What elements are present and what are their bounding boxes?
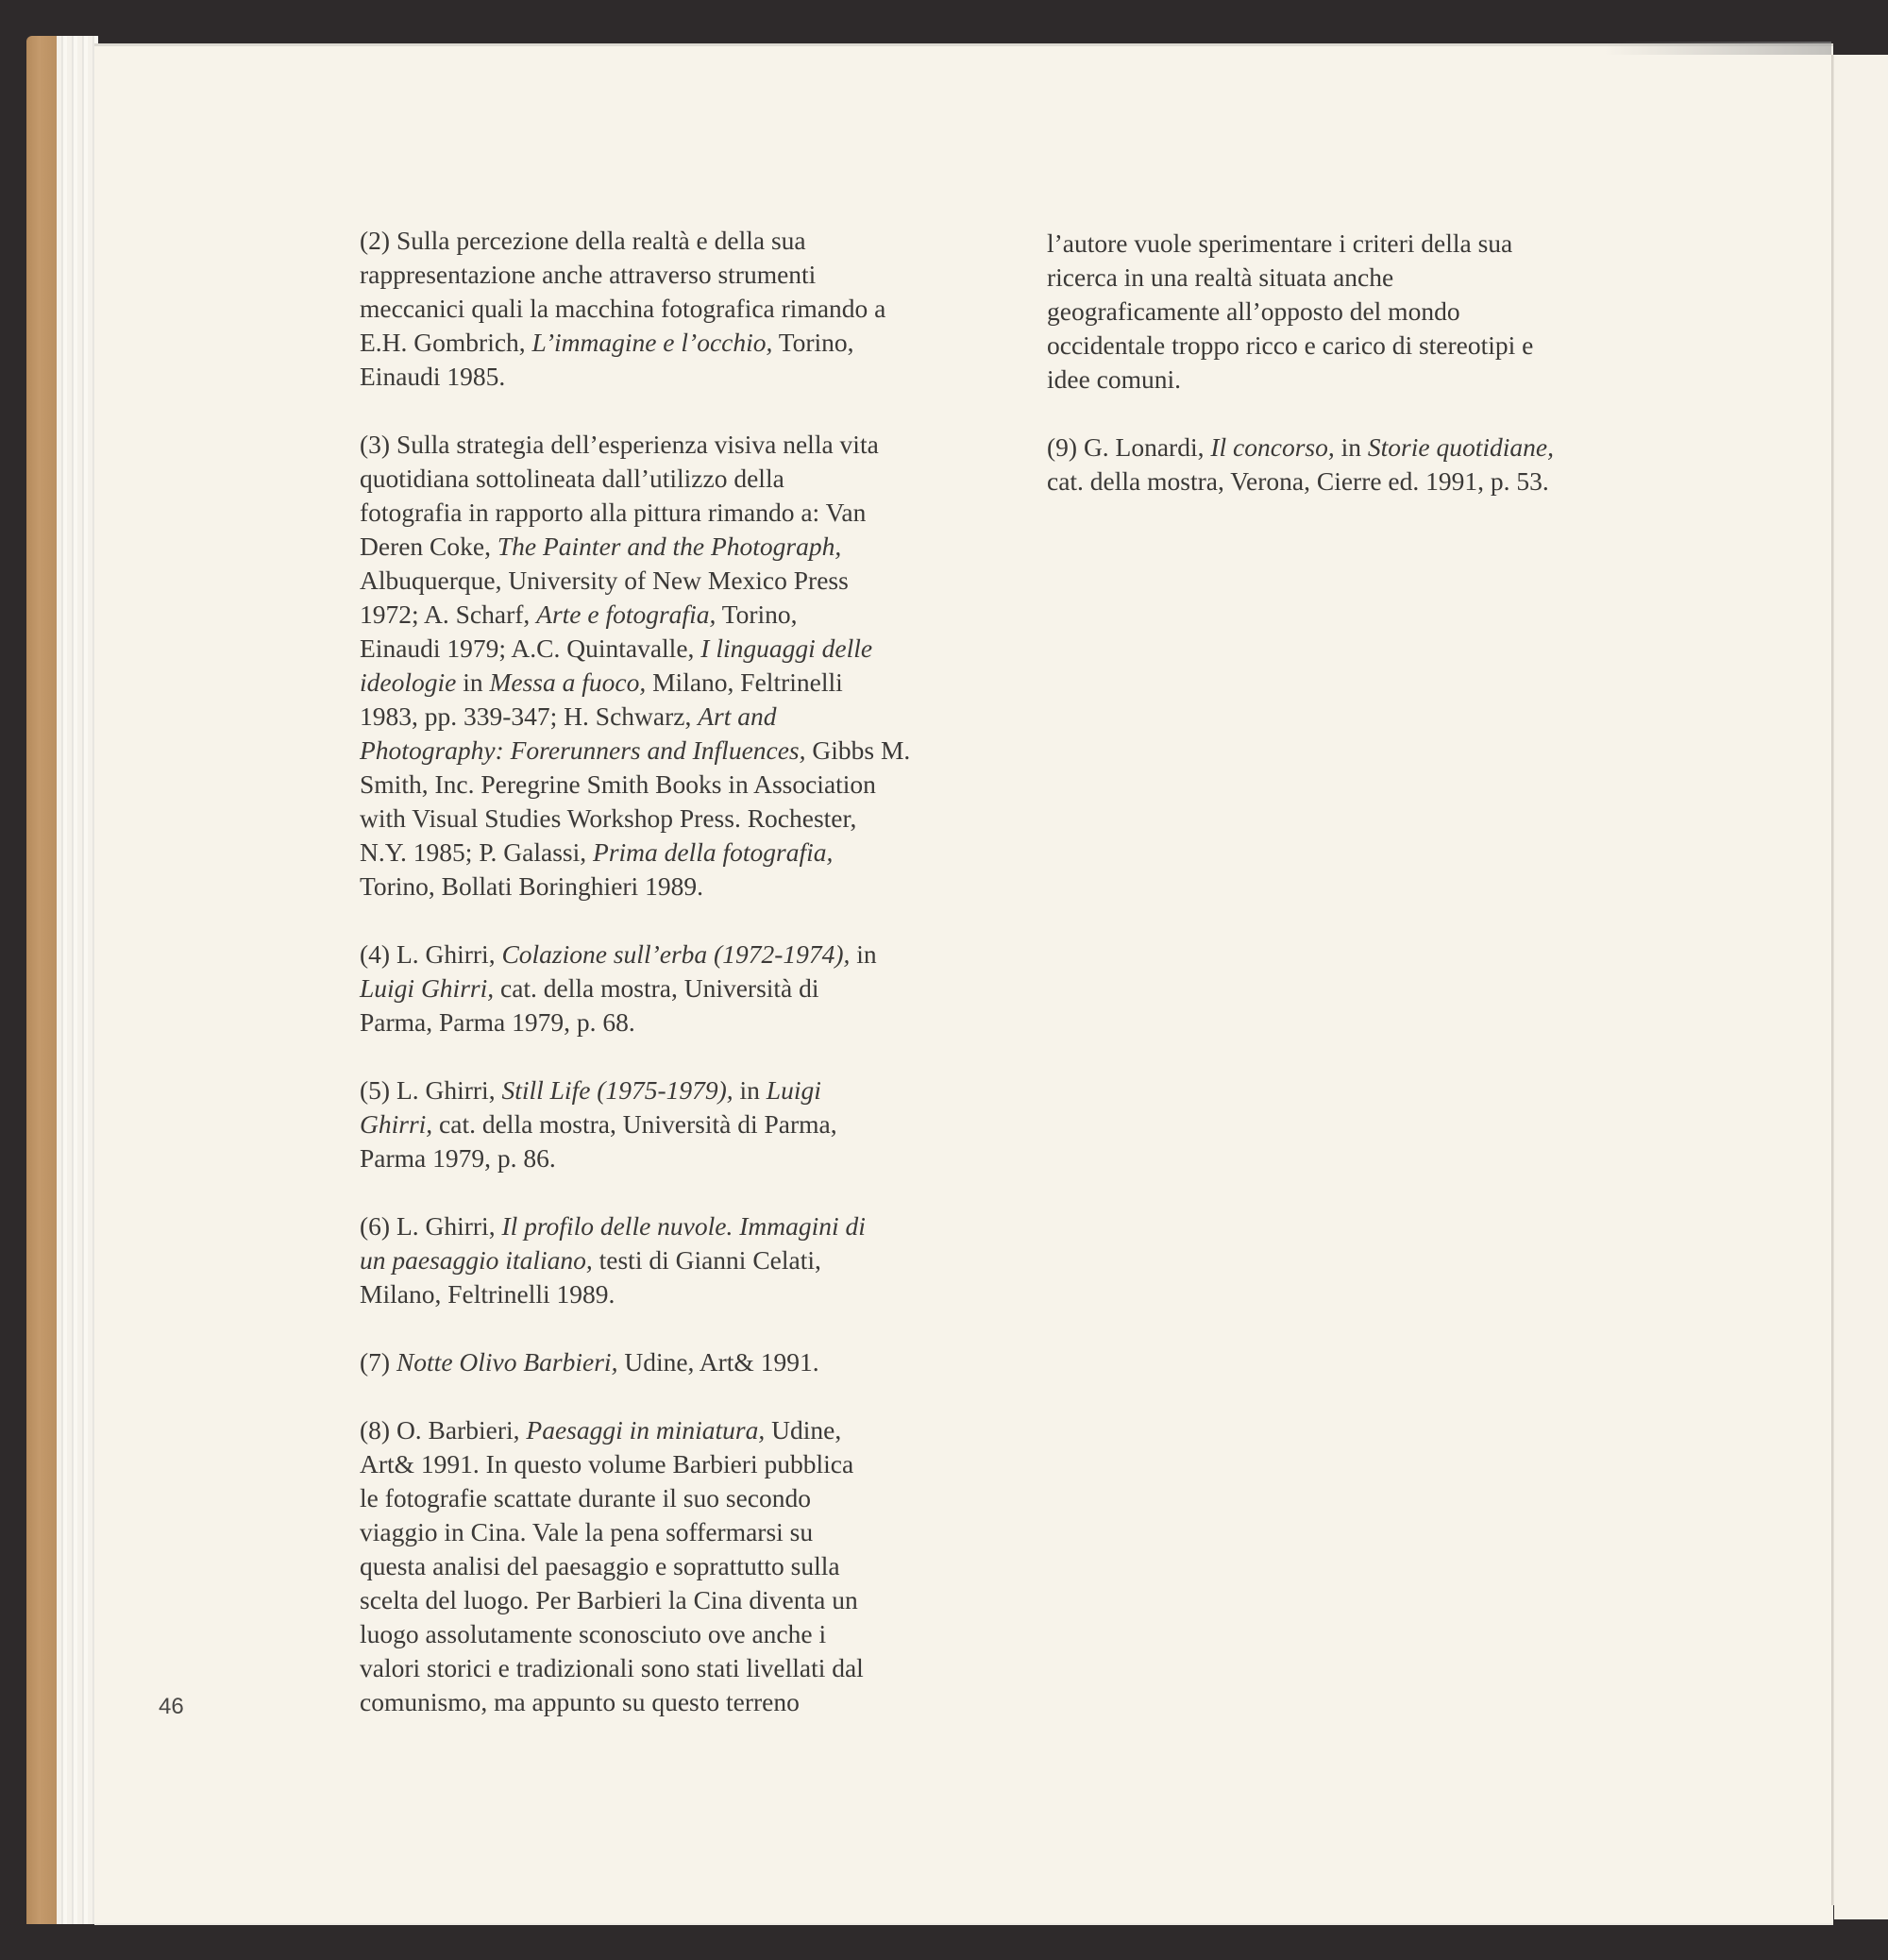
footnote-text: occidentale troppo ricco e carico di stereotipi e [1047, 330, 1534, 360]
footnote-text: Art& 1991. In questo volume Barbieri pubblica [360, 1449, 854, 1478]
footnote-text: 1983, pp. 339-347; H. Schwarz, [360, 701, 699, 731]
italic-title-text: Arte e fotografia, [536, 600, 716, 629]
facing-page-edge [1834, 55, 1888, 1919]
footnote-line [1047, 261, 1670, 295]
footnote-text: (2) Sulla percezione della realtà e della sua [360, 226, 806, 255]
footnote-text: E.H. Gombrich, [360, 328, 532, 357]
footnote-text: rappresentazione anche attraverso strumenti [360, 260, 817, 289]
footnote-text: l’autore vuole sperimentare i criteri della sua [1047, 228, 1513, 258]
footnote-text: Udine, [765, 1415, 842, 1445]
footnote-line [360, 1549, 983, 1583]
footnote-text: Torino, [772, 328, 854, 357]
footnote-line [360, 496, 983, 530]
footnote-text: Udine, Art& 1991. [617, 1347, 819, 1377]
footnote-text: geograficamente all’opposto del mondo [1047, 296, 1460, 326]
italic-title-text: The Painter and the Photograph, [497, 532, 842, 561]
footnote-line [360, 1413, 983, 1447]
footnote-text: cat. della mostra, Università di [494, 973, 819, 1003]
footnote-text: (7) [360, 1347, 396, 1377]
italic-title-text: Ghirri, [360, 1109, 433, 1139]
italic-title-text: Il concorso, [1210, 432, 1335, 462]
footnote-line [360, 1209, 983, 1243]
italic-title-text: Photography: Forerunners and Influences, [360, 735, 806, 765]
footnote-line [1047, 363, 1670, 397]
notes-column-right [1047, 227, 1670, 532]
italic-title-text: un paesaggio italiano, [360, 1245, 593, 1275]
footnote-line [360, 938, 983, 972]
footnote-line [360, 836, 983, 870]
footnote-line [360, 1685, 983, 1719]
footnote-text: 1972; A. Scharf, [360, 600, 537, 629]
footnote-text: Albuquerque, University of New Mexico Press [360, 566, 849, 595]
footnote-text: (8) O. Barbieri, [360, 1415, 527, 1445]
footnote-text: Gibbs M. [805, 735, 911, 765]
footnote-text: cat. della mostra, Verona, Cierre ed. 1991, p. 53. [1047, 466, 1549, 496]
footnote-line [360, 1345, 983, 1379]
footnote-line [360, 632, 983, 666]
footnote-text: meccanici quali la macchina fotografica rimando a [360, 294, 886, 323]
footnote-line [360, 972, 983, 1005]
footnote-text: ricerca in una realtà situata anche [1047, 262, 1394, 292]
footnote-text: fotografia in rapporto alla pittura rimando a: Van [360, 498, 867, 527]
footnote-line [1047, 465, 1670, 498]
footnote-line [360, 1583, 983, 1617]
footnote-line [360, 734, 983, 768]
footnote-text: Torino, [716, 600, 798, 629]
italic-title-text: L’immagine e l’occhio, [531, 328, 773, 357]
footnote-text: valori storici e tradizionali sono stati livellati dal [360, 1653, 864, 1682]
footnote-text: Parma, Parma 1979, p. 68. [360, 1007, 635, 1037]
italic-title-text: Luigi Ghirri, [360, 973, 495, 1003]
footnote-text: Parma 1979, p. 86. [360, 1143, 556, 1173]
footnote-text: (5) L. Ghirri, [360, 1075, 502, 1105]
footnote-6 [360, 1209, 983, 1311]
page-top-shadow [1605, 42, 1831, 55]
footnote-text: in [456, 667, 490, 697]
footnote-text: questa analisi del paesaggio e soprattutto sulla [360, 1551, 840, 1580]
footnote-8 [360, 1413, 983, 1719]
page-number: 46 [159, 1694, 184, 1719]
page-stack-edge [57, 36, 98, 1924]
italic-title-text: Il profilo delle nuvole. Immagini di [501, 1211, 866, 1241]
footnote-text: Smith, Inc. Peregrine Smith Books in Association [360, 769, 876, 799]
footnote-line [360, 1651, 983, 1685]
footnote-text: scelta del luogo. Per Barbieri la Cina diventa un [360, 1585, 858, 1614]
footnote-text: viaggio in Cina. Vale la pena soffermarsi su [360, 1517, 814, 1546]
footnote-text: (9) G. Lonardi, [1047, 432, 1211, 462]
footnote-line [360, 1617, 983, 1651]
footnote-text: testi di Gianni Celati, [592, 1245, 821, 1275]
italic-title-text: Prima della fotografia, [593, 837, 834, 867]
footnote-line [360, 598, 983, 632]
footnote-line [360, 802, 983, 836]
footnote-line [360, 292, 983, 326]
footnote-line [360, 1073, 983, 1107]
footnote-line [360, 1277, 983, 1311]
italic-title-text: Luigi [766, 1075, 821, 1105]
footnote-line [360, 530, 983, 564]
footnote-text: Milano, Feltrinelli [646, 667, 843, 697]
footnote-text: le fotografie scattate durante il suo secondo [360, 1483, 812, 1512]
italic-title-text: I linguaggi delle [700, 634, 873, 663]
italic-title-text: ideologie [360, 667, 457, 697]
footnote-text: in [733, 1075, 767, 1105]
footnote-line [360, 326, 983, 360]
footnote-line [360, 1515, 983, 1549]
book-cover-edge [26, 36, 59, 1924]
footnote-text: luogo assolutamente sconosciuto ove anche i [360, 1619, 827, 1648]
footnote-line [360, 1481, 983, 1515]
footnote-text: cat. della mostra, Università di Parma, [432, 1109, 837, 1139]
footnote-line [360, 1141, 983, 1175]
footnote-4 [360, 938, 983, 1039]
footnote-line [360, 768, 983, 802]
footnote-text: comunismo, ma appunto su questo terreno [360, 1687, 800, 1716]
footnote-text: Torino, Bollati Boringhieri 1989. [360, 871, 703, 901]
footnote-line [1047, 227, 1670, 261]
italic-title-text: Paesaggi in miniatura, [526, 1415, 766, 1445]
italic-title-text: Messa a fuoco, [489, 667, 647, 697]
footnote-7 [360, 1345, 983, 1379]
footnote-text: Deren Coke, [360, 532, 497, 561]
footnote-text: in [1334, 432, 1368, 462]
footnote-line [360, 360, 983, 394]
footnote-text: with Visual Studies Workshop Press. Rochester, [360, 803, 857, 833]
footnote-text: in [850, 939, 877, 969]
footnote-line [360, 462, 983, 496]
footnote-text: Einaudi 1985. [360, 362, 506, 391]
footnote-3 [360, 428, 983, 904]
italic-title-text: Art and [698, 701, 777, 731]
footnote-text: idee comuni. [1047, 364, 1182, 394]
footnote-5 [360, 1073, 983, 1175]
footnote-8-cont [1047, 227, 1670, 397]
footnote-line [360, 700, 983, 734]
notes-column-left [360, 224, 983, 1753]
italic-title-text: Still Life (1975-1979), [501, 1075, 733, 1105]
footnote-text: Einaudi 1979; A.C. Quintavalle, [360, 634, 701, 663]
footnote-line [360, 1107, 983, 1141]
footnote-line [360, 870, 983, 904]
italic-title-text: Storie quotidiane, [1367, 432, 1554, 462]
footnote-text: (3) Sulla strategia dell’esperienza visiva nella vita [360, 430, 879, 459]
footnote-text: N.Y. 1985; P. Galassi, [360, 837, 594, 867]
footnote-line [1047, 431, 1670, 465]
footnote-line [360, 428, 983, 462]
footnote-line [1047, 329, 1670, 363]
footnote-2 [360, 224, 983, 394]
footnote-9 [1047, 431, 1670, 498]
footnote-line [1047, 295, 1670, 329]
italic-title-text: Notte Olivo Barbieri, [396, 1347, 618, 1377]
footnote-line [360, 564, 983, 598]
italic-title-text: Colazione sull’erba (1972-1974), [501, 939, 851, 969]
footnote-text: (6) L. Ghirri, [360, 1211, 502, 1241]
footnote-line [360, 258, 983, 292]
footnote-line [360, 1005, 983, 1039]
footnote-line [360, 666, 983, 700]
footnote-line [360, 1447, 983, 1481]
footnote-line [360, 224, 983, 258]
footnote-text: (4) L. Ghirri, [360, 939, 502, 969]
footnote-text: Milano, Feltrinelli 1989. [360, 1279, 615, 1309]
footnote-line [360, 1243, 983, 1277]
footnote-text: quotidiana sottolineata dall’utilizzo della [360, 464, 784, 493]
